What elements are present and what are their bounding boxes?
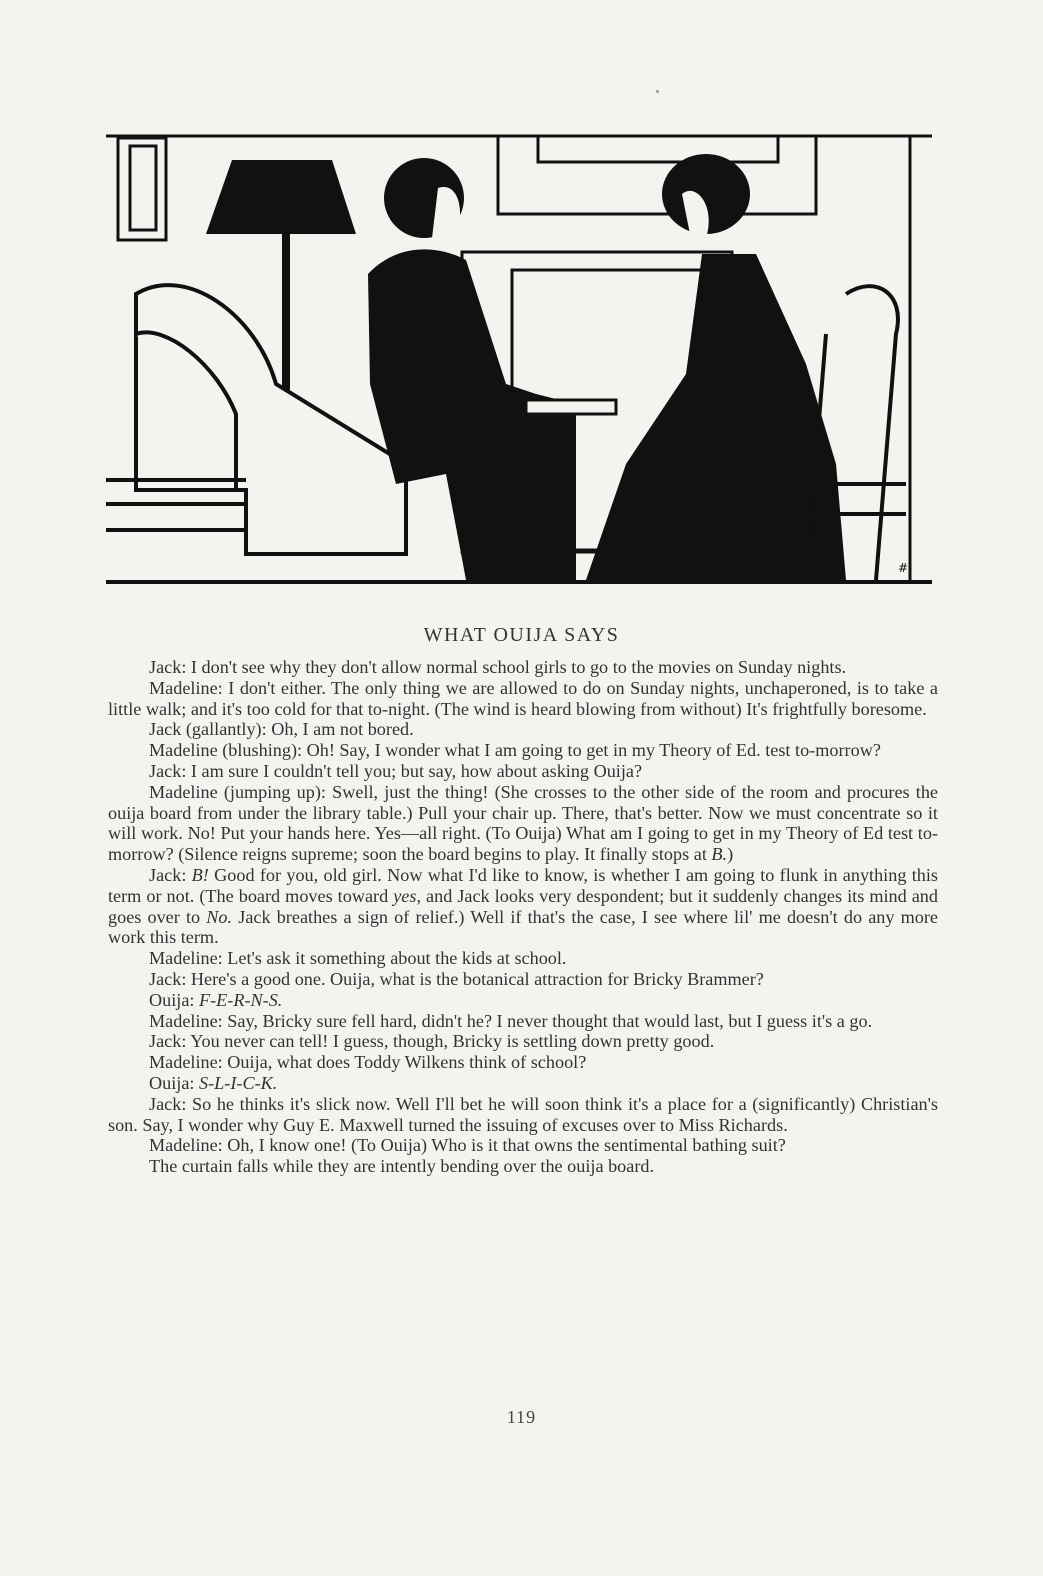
text-run: Madeline: Say, Bricky sure fell hard, didn't he? I never thought that would last, but I guess it's a go. (149, 1010, 873, 1031)
dialogue-paragraph (108, 740, 938, 761)
dialogue-paragraph (108, 1156, 938, 1177)
italic-text: No. (206, 906, 233, 927)
text-run: Ouija: (149, 989, 200, 1010)
dialogue-paragraph (108, 1135, 938, 1156)
text-run: Jack: So he thinks it's slick now. Well I'll bet he will soon think it's a place for a (significantly) Christian's son. Say, I wonder why Guy E. Maxwell turned the issuing of excuses over to Miss Richards. (108, 1093, 938, 1135)
text-run: Madeline: Ouija, what does Toddy Wilkens think of school? (149, 1052, 587, 1073)
text-run: Jack: I am sure I couldn't tell you; but say, how about asking Ouija? (149, 760, 643, 781)
dialogue-paragraph (108, 657, 938, 678)
italic-text: yes, (393, 885, 421, 906)
dialogue-paragraph (108, 1094, 938, 1136)
text-run: Jack breathes a sign of relief.) Well if that's the case, I see where lil' me doesn't do any more work this term. (108, 906, 939, 948)
dialogue-paragraph (108, 1011, 938, 1032)
italic-text: F-E-R-N-S. (199, 989, 283, 1010)
article-title: WHAT OUIJA SAYS (423, 624, 620, 646)
dialogue-text (108, 657, 938, 1177)
speck (656, 90, 659, 93)
ouija-board (526, 400, 616, 414)
italic-text: B! (191, 864, 209, 885)
text-run: Madeline: I don't either. The only thing we are allowed to do on Sunday nights, unchaperoned, is to take a little walk; and it's too cold for that to-night. (The wind is heard blowing from without) It's frightfully boresome. (108, 677, 938, 719)
dialogue-paragraph (108, 1031, 938, 1052)
text-run: Ouija: (149, 1072, 200, 1093)
text-run: and Jack looks very despondent; but it suddenly changes its mind and goes over to (108, 885, 938, 927)
svg-text:#: # (898, 561, 909, 575)
italic-text: B. (711, 844, 728, 865)
text-run: ) (727, 844, 734, 865)
page-number: 119 (506, 1407, 537, 1427)
text-run: Madeline (jumping up): Swell, just the thing! (She crosses to the other side of the room and procures the ouija board from under the library table.) Pull your chair up. There, that's better. Now we must concentrate so it will work. No! Put your hands here. Yes—all right. (To Ouija) What am I going to get in my Theory of Ed test to-morrow? (Silence reigns supreme; soon the board begins to play. It finally stops at (108, 781, 938, 865)
italic-text: S-L-I-C-K. (199, 1072, 278, 1093)
text-run: Jack: (149, 864, 192, 885)
text-run: Jack: I don't see why they don't allow normal school girls to go to the movies on Sunday nights. (149, 657, 847, 677)
text-run: Madeline: Let's ask it something about the kids at school. (149, 948, 567, 969)
text-run: Madeline (blushing): Oh! Say, I wonder what I am going to get in my Theory of Ed. test to-morrow? (149, 740, 881, 761)
dialogue-paragraph (108, 678, 938, 720)
dialogue-paragraph (108, 990, 938, 1011)
text-run: Madeline: Oh, I know one! (To Ouija) Who is it that owns the sentimental bathing suit? (149, 1135, 786, 1156)
dialogue-paragraph (108, 948, 938, 969)
text-run: Jack: Here's a good one. Ouija, what is the botanical attraction for Bricky Brammer? (149, 968, 764, 989)
text-run: The curtain falls while they are intently bending over the ouija board. (149, 1156, 655, 1177)
text-run: Good for you, old girl. Now what I'd like to know, is whether I am going to flunk in anything this term or not. (The board moves toward (108, 864, 938, 906)
dialogue-paragraph (108, 1052, 938, 1073)
dialogue-paragraph (108, 1073, 938, 1094)
text-run: Jack: You never can tell! I guess, though, Bricky is settling down pretty good. (149, 1031, 715, 1052)
text-run: Jack (gallantly): Oh, I am not bored. (149, 719, 414, 740)
ouija-scene-illustration (106, 134, 932, 590)
dialogue-paragraph (108, 969, 938, 990)
dialogue-paragraph (108, 761, 938, 782)
dialogue-paragraph (108, 719, 938, 740)
dialogue-paragraph (108, 782, 938, 865)
dialogue-paragraph (108, 865, 938, 948)
